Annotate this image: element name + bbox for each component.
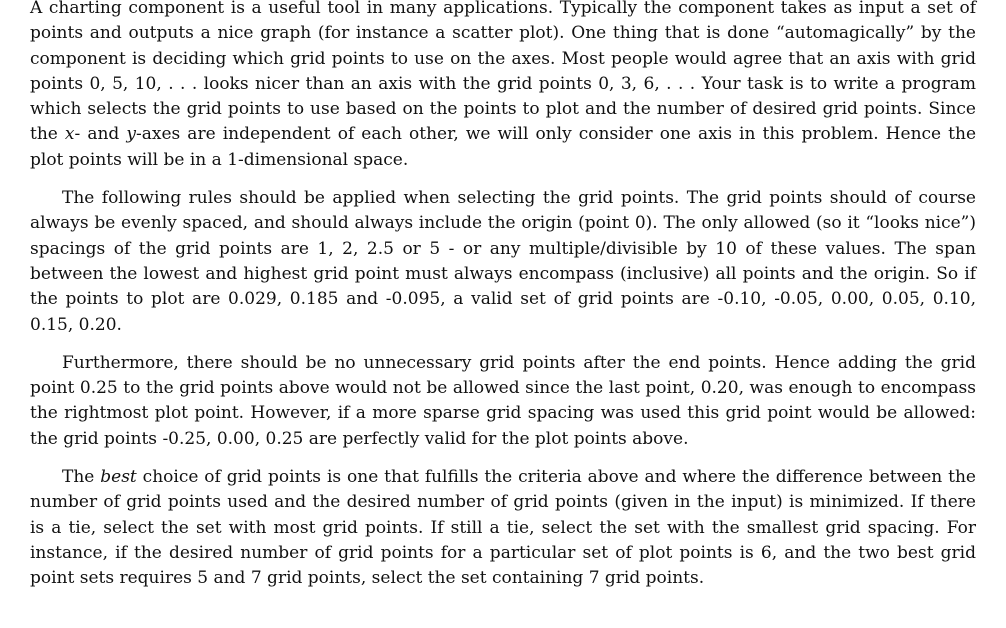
problem-statement: [30, 0, 976, 605]
intro-text-1: A charting component is a useful tool in many applications. Typically the component takes as input a set of points and outputs a nice graph (for instance a scatter plot). One thing that is done “automagically” by the component is deciding which grid points to use on the axes. Most people would agree that an axis with grid points 0, 5, 10, . . . looks nicer than an axis with the grid points 0, 3, 6, . . . Your task is to write a program which selects the grid points to use based on the points to plot and the number of desired grid points. Since the: [30, 0, 976, 145]
x-variable: x: [64, 124, 75, 145]
paragraph-rules: The following rules should be applied when selecting the grid points. The grid points should of course always be evenly spaced, and should always include the origin (point 0). The only allowed (so it “looks nice”) spacings of the grid points are 1, 2, 2.5 or 5 - or any multiple/divisible by 10 of these values. The span between the lowest and highest grid point must always encompass (inclusive) all points and the origin. So if the points to plot are 0.029, 0.185 and -0.095, a valid set of grid points are -0.10, -0.05, 0.00, 0.05, 0.10, 0.15, 0.20.: [30, 188, 976, 335]
y-variable: y: [126, 124, 136, 145]
best-emphasis: best: [100, 467, 137, 488]
intro-text-2: - and: [74, 124, 127, 145]
best-text-2: choice of grid points is one that fulfills the criteria above and where the difference between the number of grid points used and the desired number of grid points (given in the input) is minimized. If there is a tie, select the set with most grid points. If still a tie, select the set with the smallest grid spacing. For instance, if the desired number of grid points for a particular set of plot points is 6, and the two best grid point sets requires 5 and 7 grid points, select the set containing 7 grid points.: [30, 467, 976, 589]
best-text-1: The: [62, 467, 101, 488]
paragraph-best-choice: [30, 465, 976, 591]
paragraph-end-points: Furthermore, there should be no unnecessary grid points after the end points. Hence adding the grid point 0.25 to the grid points above would not be allowed since the last point, 0.20, was enough to encompass the rightmost plot point. However, if a more sparse grid spacing was used this grid point would be allowed: the grid points -0.25, 0.00, 0.25 are perfectly valid for the plot points above.: [30, 352, 976, 449]
intro-text-3: -axes are independent of each other, we will only consider one axis in this problem. Hence the plot points will be in a 1-dimensional space.: [30, 124, 977, 170]
paragraph-intro: [30, 0, 976, 173]
